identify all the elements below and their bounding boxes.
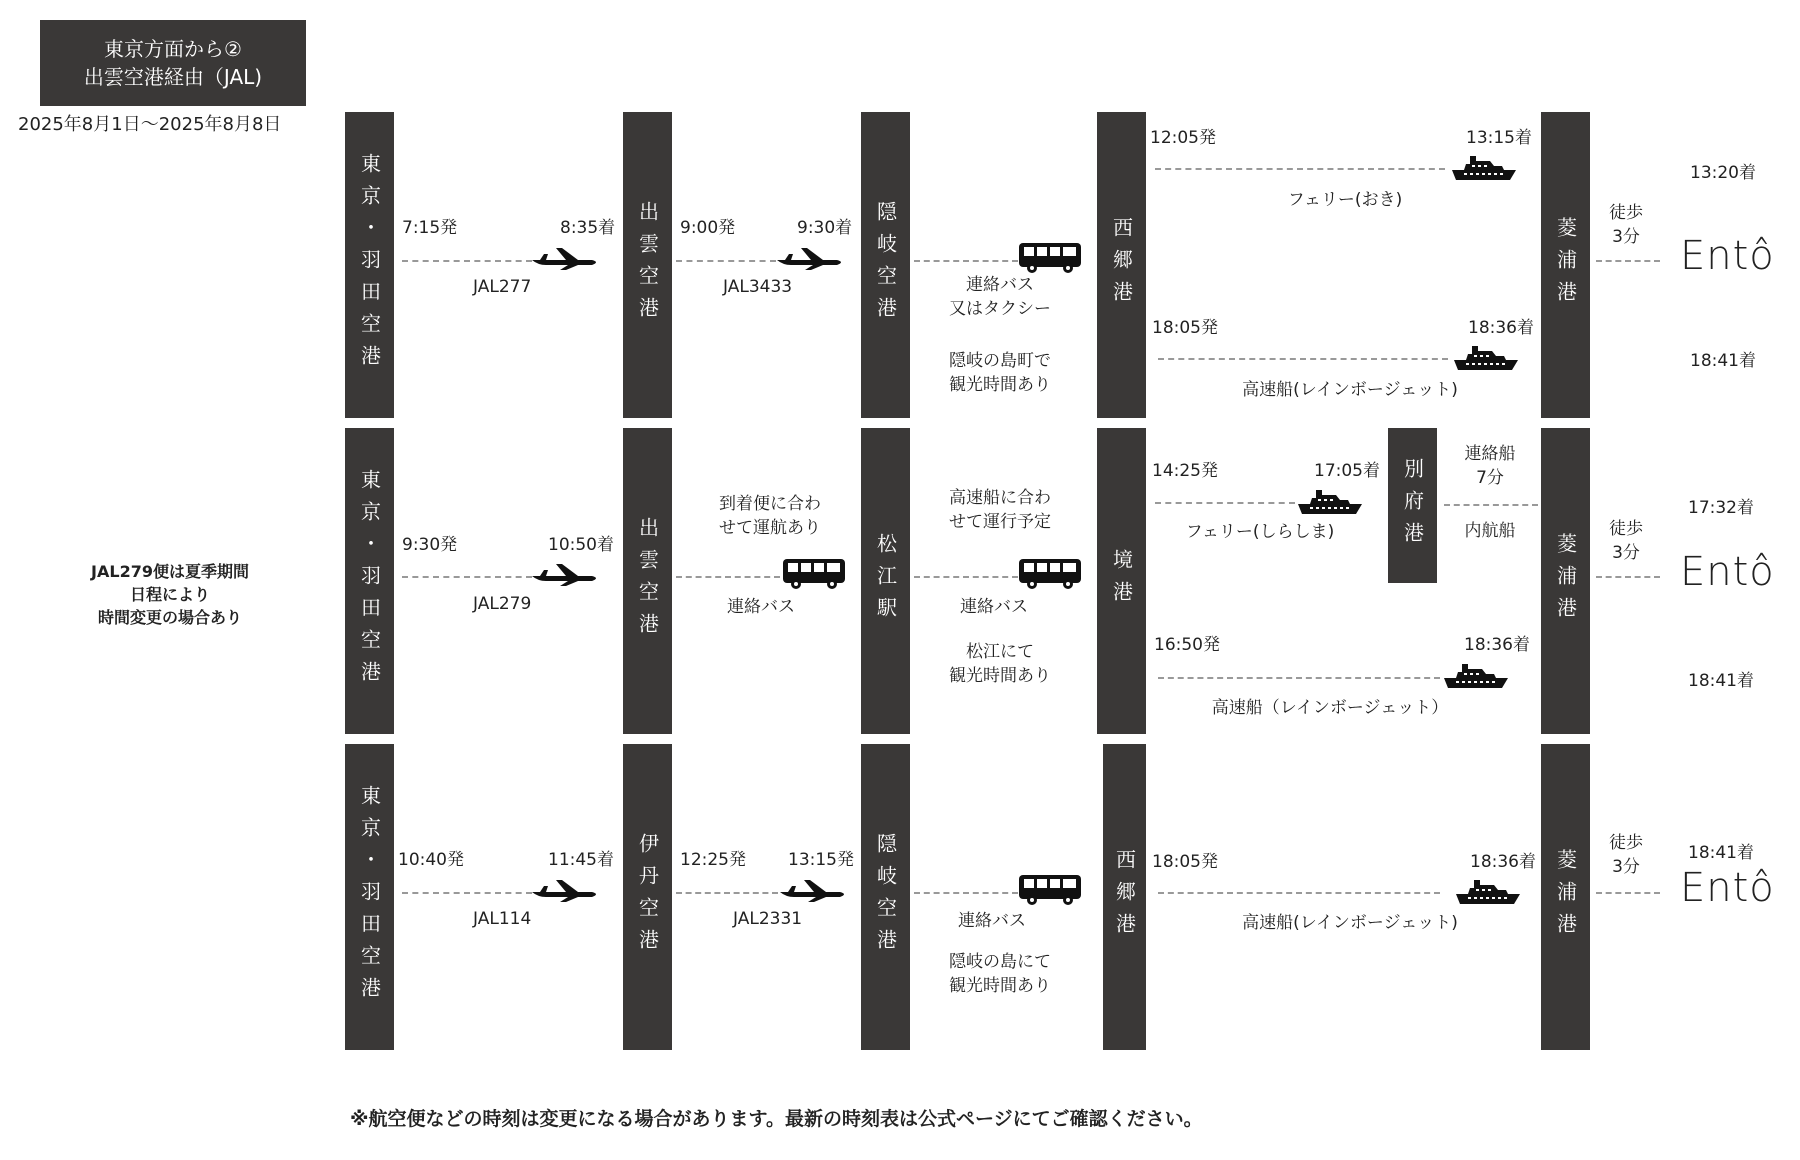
leg1-flight: JAL277: [473, 277, 532, 297]
period-label: 2025年8月1日～2025年8月8日: [18, 114, 282, 135]
pillar-label: 別府港: [1400, 457, 1425, 554]
bus2-note: [925, 486, 1075, 534]
walk-line1: 徒歩: [1609, 833, 1643, 853]
pillar-label: 西郷港: [1109, 217, 1134, 313]
ferry-arrive: 13:15着: [1466, 128, 1532, 148]
ento-arrive-1: 17:32着: [1688, 498, 1754, 518]
walk-line2: 3分: [1612, 543, 1640, 563]
walk-label: [1596, 831, 1656, 879]
walk-line1: 徒歩: [1609, 203, 1643, 223]
airplane-icon: [530, 878, 600, 904]
ento-arrive: 18:41着: [1688, 843, 1754, 863]
ento-logo: Entô: [1680, 233, 1775, 279]
ferry-name: フェリー(おき): [1287, 190, 1403, 210]
jet-line: [1158, 677, 1440, 679]
ferry-arrive: 17:05着: [1314, 461, 1380, 481]
bus-note-line2: 観光時間あり: [949, 976, 1051, 996]
leg1-flight: JAL279: [473, 594, 532, 614]
pillar-matsue-2: [861, 428, 910, 734]
walk-label: [1596, 517, 1656, 565]
walk-line: [1596, 576, 1660, 578]
bus2-note-line4: 観光時間あり: [949, 666, 1051, 686]
leg2-flight: JAL2331: [733, 909, 803, 929]
pillar-izumo-2: [623, 428, 672, 734]
bus-line: [914, 892, 1018, 894]
leg1-line: [402, 576, 532, 578]
ento-logo: Entô: [1680, 549, 1775, 595]
pillar-label: 隠岐空港: [873, 833, 898, 961]
pillar-label: 東京・羽田空港: [357, 785, 382, 1009]
leg2-flight: JAL3433: [723, 277, 793, 297]
bus2-note-line1: 高速船に合わ: [949, 488, 1051, 508]
bus1-line: [676, 576, 780, 578]
bus1-note-line2: せて運航あり: [719, 518, 821, 538]
leg2-depart: 12:25発: [680, 850, 746, 870]
walk-line2: 3分: [1612, 227, 1640, 247]
page-title-line2: 出雲空港経由（JAL): [83, 65, 263, 89]
title-box: [40, 20, 306, 106]
walk-line1: 徒歩: [1609, 519, 1643, 539]
page-title-line1: 東京方面から②: [104, 37, 242, 61]
leg2-arrive: 13:15発: [788, 850, 854, 870]
side-note-line3: 時間変更の場合あり: [97, 608, 242, 627]
jet-name: 高速船(レインボージェット): [1242, 913, 1458, 933]
ship-icon: [1442, 660, 1512, 692]
ferry-depart: 14:25発: [1152, 461, 1218, 481]
pillar-label: 菱浦港: [1553, 533, 1578, 629]
bus-icon: [1018, 874, 1082, 906]
leg2-depart: 9:00発: [680, 218, 736, 238]
pillar-hishiura-2: [1541, 428, 1590, 734]
ship-icon: [1454, 876, 1524, 908]
pillar-label: 西郷港: [1112, 849, 1137, 945]
leg1-arrive: 8:35着: [560, 218, 616, 238]
connect-label: [1450, 442, 1530, 490]
bus2-line: [914, 576, 1018, 578]
ferry-line: [1155, 502, 1295, 504]
ento-arrive-2: 18:41着: [1688, 671, 1754, 691]
jet-depart: 18:05発: [1152, 318, 1218, 338]
pillar-sakai-2: [1097, 428, 1146, 734]
leg1-arrive: 11:45着: [548, 850, 614, 870]
ship-icon: [1450, 152, 1520, 184]
pillar-label: 伊丹空港: [635, 833, 660, 961]
ship-icon: [1296, 486, 1366, 518]
jet-line: [1158, 892, 1440, 894]
leg1-arrive: 10:50着: [548, 535, 614, 555]
bus1-note: [695, 492, 845, 540]
leg2-arrive: 9:30着: [797, 218, 853, 238]
bus1-label: 連絡バス: [727, 597, 795, 617]
bus-label-line2: 又はタクシー: [949, 299, 1051, 319]
pillar-label: 境港: [1109, 549, 1134, 613]
bus-label: [935, 273, 1065, 321]
leg1-line: [402, 260, 532, 262]
leg2-line: [676, 260, 776, 262]
jet-arrive: 18:36着: [1470, 852, 1536, 872]
connect-line1: 連絡船: [1464, 444, 1516, 464]
leg1-depart: 9:30発: [402, 535, 458, 555]
leg1-line: [402, 892, 532, 894]
bus-note-line1: 隠岐の島にて: [949, 952, 1051, 972]
jet-name: 高速船（レインボージェット）: [1211, 698, 1449, 718]
bus-icon: [782, 558, 846, 590]
bus2-note-line3: 松江にて: [966, 642, 1034, 662]
walk-line: [1596, 260, 1660, 262]
pillar-label: 東京・羽田空港: [357, 469, 382, 693]
pillar-hishiura-1: [1541, 112, 1590, 418]
bus2-label: 連絡バス: [960, 597, 1028, 617]
side-note-line2: 日程により: [129, 585, 210, 604]
side-note-line1: JAL279便は夏季期間: [91, 562, 249, 581]
bus1-note-line1: 到着便に合わ: [719, 494, 821, 514]
bus2-note-line2: せて運行予定: [949, 512, 1051, 532]
ento-arrive-2: 18:41着: [1690, 351, 1756, 371]
footer-note: ※航空便などの時刻は変更になる場合があります。最新の時刻表は公式ページにてご確認ください。: [350, 1108, 1203, 1130]
ferry-line: [1155, 168, 1445, 170]
pillar-hishiura-3: [1541, 744, 1590, 1050]
jet-name: 高速船(レインボージェット): [1242, 380, 1458, 400]
airplane-icon: [530, 246, 600, 272]
walk-line: [1596, 892, 1660, 894]
pillar-haneda-3: [345, 744, 394, 1050]
side-note: [60, 560, 280, 629]
walk-line2: 3分: [1612, 857, 1640, 877]
airplane-icon: [530, 562, 600, 588]
pillar-izumo-1: [623, 112, 672, 418]
pillar-haneda-2: [345, 428, 394, 734]
jet-depart: 16:50発: [1154, 635, 1220, 655]
pillar-label: 菱浦港: [1553, 849, 1578, 945]
airplane-icon: [778, 878, 848, 904]
pillar-oki-3: [861, 744, 910, 1050]
bus-note: [930, 950, 1070, 998]
bus-note-line1: 隠岐の島町で: [949, 351, 1051, 371]
ento-arrive-1: 13:20着: [1690, 163, 1756, 183]
jet-line: [1158, 358, 1448, 360]
pillar-label: 菱浦港: [1553, 217, 1578, 313]
pillar-saigo-1: [1097, 112, 1146, 418]
bus-icon: [1018, 558, 1082, 590]
bus-note-line2: 観光時間あり: [949, 375, 1051, 395]
pillar-label: 東京・羽田空港: [357, 153, 382, 377]
leg1-flight: JAL114: [473, 909, 532, 929]
leg2-line: [676, 892, 778, 894]
pillar-haneda-1: [345, 112, 394, 418]
pillar-label: 松江駅: [873, 533, 898, 629]
walk-label: [1596, 201, 1656, 249]
pillar-beppu-2: [1388, 428, 1437, 583]
connect-line: [1444, 504, 1538, 506]
bus-note: [935, 349, 1065, 397]
leg1-depart: 10:40発: [398, 850, 464, 870]
bus-line: [914, 260, 1018, 262]
ship-icon: [1452, 342, 1522, 374]
jet-arrive: 18:36着: [1468, 318, 1534, 338]
pillar-label: 出雲空港: [635, 201, 660, 329]
bus-label: 連絡バス: [958, 911, 1026, 931]
ento-logo: Entô: [1680, 865, 1775, 911]
pillar-saigo-3: [1103, 744, 1146, 1050]
jet-arrive: 18:36着: [1464, 635, 1530, 655]
bus2-note2: [935, 640, 1065, 688]
pillar-oki-1: [861, 112, 910, 418]
connect-type: 内航船: [1464, 521, 1516, 541]
leg1-depart: 7:15発: [402, 218, 458, 238]
bus-icon: [1018, 242, 1082, 274]
pillar-itami-3: [623, 744, 672, 1050]
pillar-label: 隠岐空港: [873, 201, 898, 329]
airplane-icon: [775, 246, 845, 272]
ferry-depart: 12:05発: [1150, 128, 1216, 148]
ferry-name: フェリー(しらしま): [1185, 522, 1335, 542]
jet-depart: 18:05発: [1152, 852, 1218, 872]
pillar-label: 出雲空港: [635, 517, 660, 645]
connect-line2: 7分: [1476, 468, 1504, 488]
bus-label-line1: 連絡バス: [966, 275, 1034, 295]
